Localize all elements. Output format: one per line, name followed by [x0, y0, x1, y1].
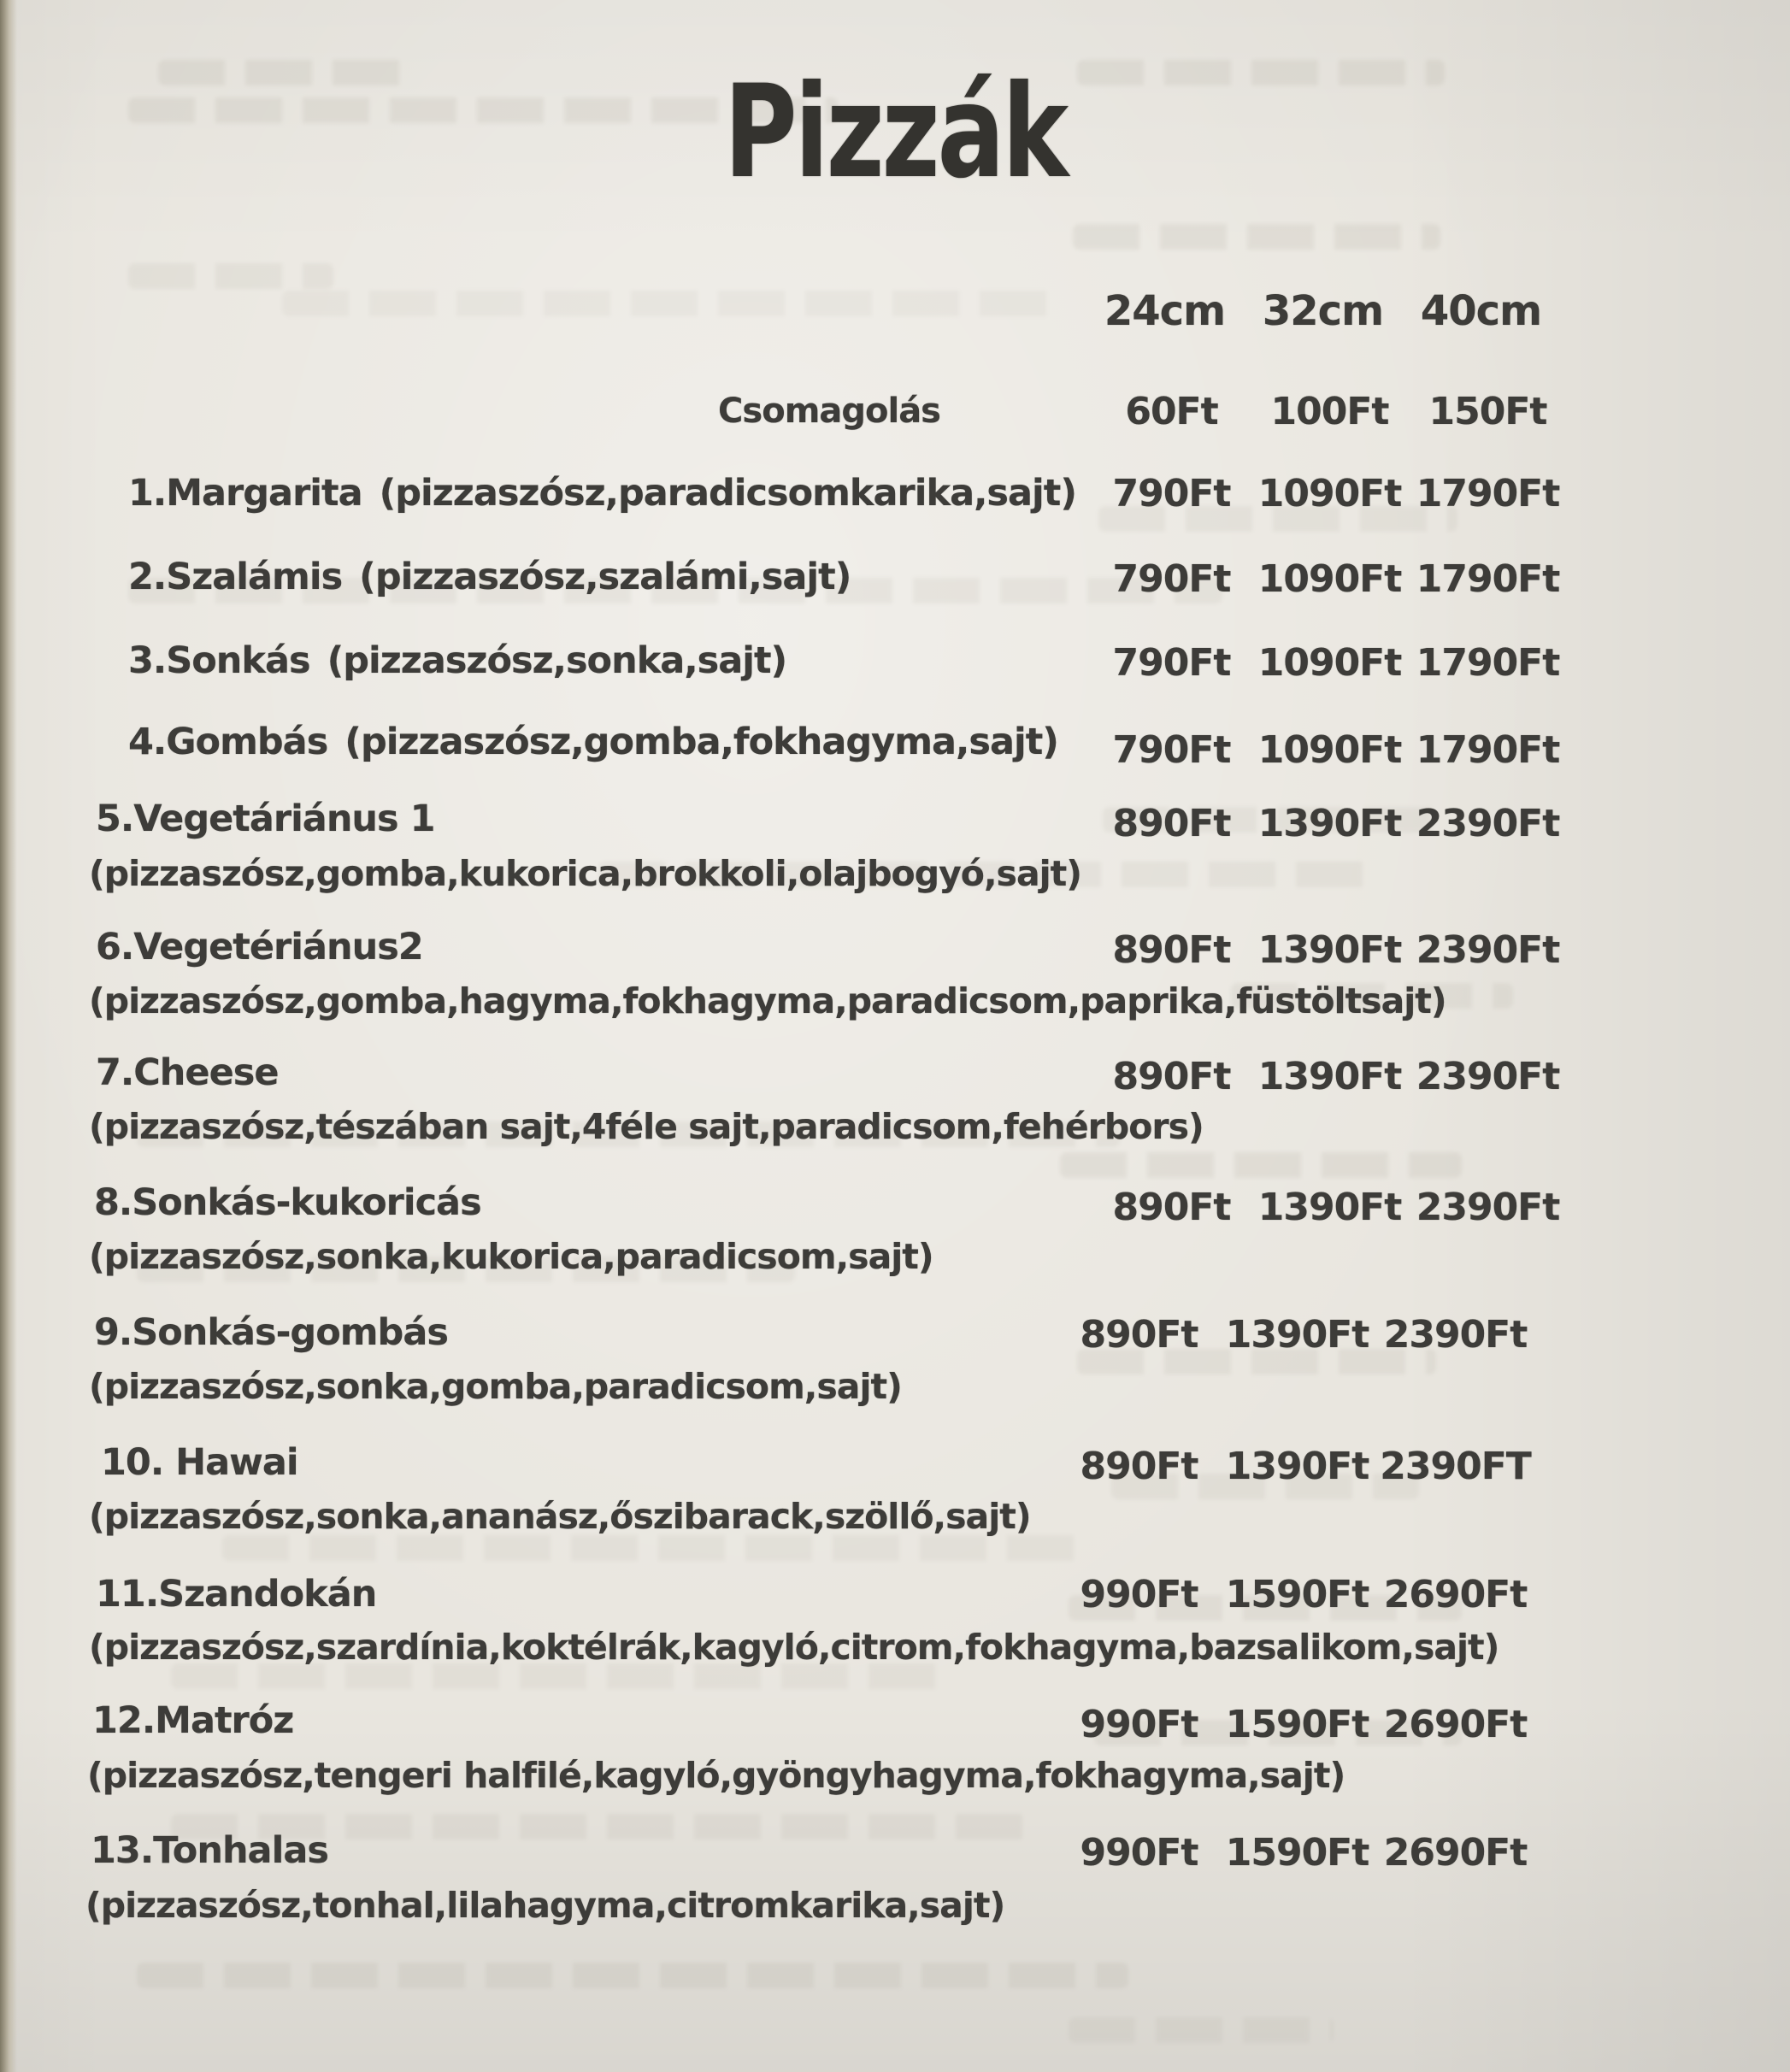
item-name: 12.Matróz: [92, 1699, 294, 1742]
price-40cm: 1790Ft: [1416, 472, 1560, 515]
item-ingredients: (pizzaszósz,sonka,sajt): [327, 639, 787, 682]
item-ingredients: (pizzaszósz,szalámi,sajt): [359, 556, 851, 598]
price-40cm: 2390Ft: [1416, 802, 1560, 845]
item-name: 4.Gombás: [128, 721, 328, 763]
item-prices: [1060, 1313, 1534, 1357]
price-40cm: 2690Ft: [1383, 1831, 1528, 1875]
price-24cm: 890Ft: [1112, 802, 1231, 845]
item-ingredients: (pizzaszósz,sonka,ananász,őszibarack,szöllő,sajt): [89, 1496, 1031, 1537]
price-24cm: 990Ft: [1080, 1703, 1198, 1746]
price-40cm: 2390Ft: [1416, 1055, 1560, 1098]
price-40cm: 2390Ft: [1416, 928, 1560, 972]
bleed-through-text: [1077, 60, 1445, 85]
price-40cm: 2390Ft: [1416, 1186, 1560, 1229]
price-24cm: 790Ft: [1112, 728, 1231, 772]
item-ingredients: (pizzaszósz,gomba,fokhagyma,sajt): [344, 721, 1058, 763]
item-name: 6.Vegetériánus2: [96, 926, 423, 968]
price-40cm: 2390Ft: [1383, 1313, 1528, 1357]
item-prices: [1060, 1445, 1534, 1488]
item-prices: [1060, 1703, 1534, 1746]
bleed-through-text: [128, 263, 333, 289]
item-ingredients: (pizzaszósz,sonka,kukorica,paradicsom,sajt): [89, 1236, 933, 1277]
item-ingredients: (pizzaszósz,paradicsomkarika,sajt): [379, 472, 1076, 515]
price-32cm: 1590Ft: [1225, 1573, 1369, 1616]
price-32cm: 1390Ft: [1257, 802, 1402, 845]
bleed-through-text: [1069, 2017, 1334, 2043]
price-32cm: 1090Ft: [1257, 472, 1402, 515]
price-32cm: 1390Ft: [1225, 1313, 1369, 1357]
item-name: 11.Szandokán: [96, 1573, 377, 1616]
item-ingredients: (pizzaszósz,gomba,kukorica,brokkoli,olajbogyó,sajt): [89, 853, 1082, 894]
item-prices: [1060, 1831, 1534, 1875]
size-column-24cm: 24cm: [1104, 287, 1226, 335]
item-prices: [1092, 1186, 1567, 1229]
size-column-32cm: 32cm: [1262, 287, 1384, 335]
price-24cm: 890Ft: [1080, 1445, 1198, 1488]
bleed-through-text: [158, 60, 415, 85]
price-40cm: 2690Ft: [1383, 1703, 1528, 1746]
price-24cm: 990Ft: [1080, 1831, 1198, 1875]
price-24cm: 790Ft: [1112, 472, 1231, 515]
size-header-row: [1086, 287, 1560, 335]
bleed-through-text: [137, 1963, 1128, 1988]
price-32cm: 1390Ft: [1257, 1186, 1402, 1229]
price-32cm: 1090Ft: [1257, 557, 1402, 601]
item-name: 7.Cheese: [96, 1051, 279, 1094]
price-24cm: 890Ft: [1080, 1313, 1198, 1357]
bleed-through-text: [1073, 224, 1440, 250]
item-prices: [1092, 557, 1567, 601]
price-32cm: 1590Ft: [1225, 1703, 1369, 1746]
item-prices: [1092, 728, 1567, 772]
item-name: 10. Hawai: [101, 1441, 298, 1484]
item-ingredients: (pizzaszósz,tonhal,lilahagyma,citromkarika,sajt): [85, 1885, 1005, 1926]
item-prices: [1092, 1055, 1567, 1098]
bleed-through-text: [222, 1535, 1077, 1561]
menu-item-name-and-ingredients: [128, 721, 1058, 763]
item-name: 5.Vegetáriánus 1: [96, 798, 435, 840]
paper-edge: [0, 0, 17, 2072]
packaging-prices: [1092, 390, 1567, 433]
item-prices: [1092, 802, 1567, 845]
price-32cm: 1090Ft: [1257, 641, 1402, 685]
price-24cm: 890Ft: [1112, 1055, 1231, 1098]
item-name: 8.Sonkás-kukoricás: [94, 1181, 481, 1224]
price-40cm: 1790Ft: [1416, 728, 1560, 772]
bleed-through-text: [282, 291, 1051, 316]
item-name: 13.Tonhalas: [91, 1829, 328, 1872]
price-32cm: 1090Ft: [1257, 728, 1402, 772]
price-24cm: 790Ft: [1112, 557, 1231, 601]
menu-item-name-and-ingredients: [128, 556, 851, 598]
item-name: 3.Sonkás: [128, 639, 310, 682]
item-prices: [1060, 1573, 1534, 1616]
item-ingredients: (pizzaszósz,tengeri halfilé,kagyló,gyöngyhagyma,fokhagyma,sajt): [87, 1755, 1345, 1796]
packaging-price-40cm: 150Ft: [1428, 390, 1547, 433]
item-prices: [1092, 472, 1567, 515]
item-ingredients: (pizzaszósz,sonka,gomba,paradicsom,sajt): [89, 1366, 902, 1407]
item-name: 2.Szalámis: [128, 556, 343, 598]
price-40cm: 1790Ft: [1416, 641, 1560, 685]
menu-item-name-and-ingredients: [128, 472, 1076, 515]
item-ingredients: (pizzaszósz,tészában sajt,4féle sajt,paradicsom,fehérbors): [89, 1106, 1204, 1147]
price-24cm: 890Ft: [1112, 1186, 1231, 1229]
price-32cm: 1390Ft: [1225, 1445, 1369, 1488]
price-32cm: 1590Ft: [1225, 1831, 1369, 1875]
packaging-price-32cm: 100Ft: [1270, 390, 1389, 433]
price-32cm: 1390Ft: [1257, 1055, 1402, 1098]
price-40cm: 2390FT: [1380, 1445, 1531, 1488]
price-24cm: 790Ft: [1112, 641, 1231, 685]
item-name: 9.Sonkás-gombás: [94, 1311, 448, 1354]
price-40cm: 1790Ft: [1416, 557, 1560, 601]
price-24cm: 990Ft: [1080, 1573, 1198, 1616]
item-name: 1.Margarita: [128, 472, 362, 515]
price-24cm: 890Ft: [1112, 928, 1231, 972]
price-40cm: 2690Ft: [1383, 1573, 1528, 1616]
bleed-through-text: [1060, 1152, 1462, 1178]
item-ingredients: (pizzaszósz,szardínia,koktélrák,kagyló,citrom,fokhagyma,bazsalikom,sajt): [89, 1627, 1499, 1668]
price-32cm: 1390Ft: [1257, 928, 1402, 972]
item-prices: [1092, 928, 1567, 972]
item-ingredients: (pizzaszósz,gomba,hagyma,fokhagyma,paradicsom,paprika,füstöltsajt): [89, 980, 1446, 1021]
size-column-40cm: 40cm: [1420, 287, 1542, 335]
packaging-price-24cm: 60Ft: [1125, 390, 1218, 433]
page-title: Pizzák: [723, 58, 1067, 207]
item-prices: [1092, 641, 1567, 685]
packaging-label: Csomagolás: [718, 391, 940, 431]
menu-item-name-and-ingredients: [128, 639, 786, 682]
